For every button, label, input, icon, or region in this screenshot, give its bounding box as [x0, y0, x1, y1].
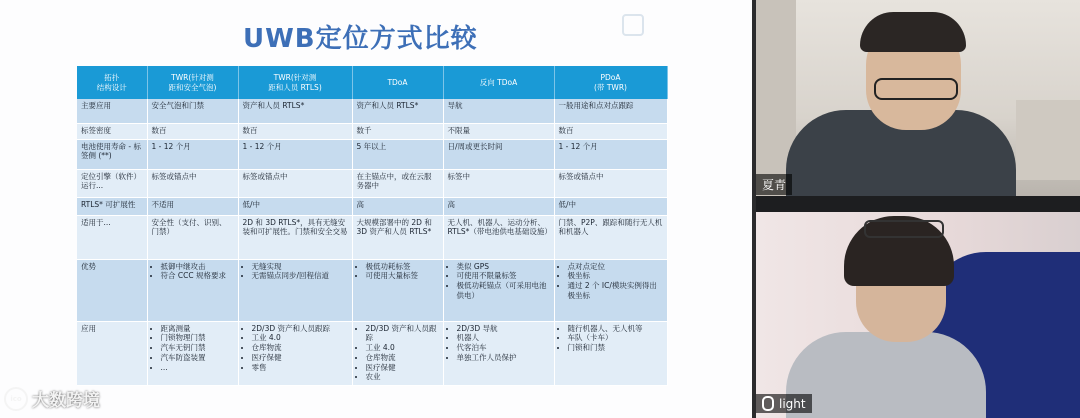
table-cell	[147, 321, 238, 385]
table-cell: 2D 和 3D RTLS*，具有无缝安装和可扩展性。门禁和安全交易	[238, 215, 352, 259]
header-cell: 反向 TDoA	[443, 66, 554, 99]
table-cell: 导航	[443, 99, 554, 123]
list-item: • 医疗保健	[366, 363, 439, 373]
list-item: • 汽车无钥门禁	[161, 343, 234, 353]
table-cell: 日/周或更长时间	[443, 139, 554, 169]
list-item: • 极低功耗锚点（可采用电池供电）	[457, 281, 550, 301]
list-item: • 车队（卡车）	[568, 333, 663, 343]
list-item: • 通过 2 个 IC/模块实例得出极坐标	[568, 281, 663, 301]
table-cell: 无人机、机器人、运动分析、RTLS*（带电池供电基础设施）	[443, 215, 554, 259]
table-cell: 数千	[352, 123, 443, 139]
table-cell	[147, 259, 238, 321]
participant-name-tag	[756, 174, 792, 195]
row-label: 应用	[77, 321, 147, 385]
table-cell: 标签或锚点中	[554, 169, 667, 197]
participant-avatar	[786, 332, 986, 418]
slide-logo	[622, 12, 712, 38]
glasses-icon	[874, 78, 958, 100]
table-cell: 安全气泡和门禁	[147, 99, 238, 123]
row-label: 电池使用寿命 - 标签侧 (**)	[77, 139, 147, 169]
header-cell: PDoA (带 TWR)	[554, 66, 667, 99]
header-cell: 拓扑 结构设计	[77, 66, 147, 99]
list-item: • 极低功耗标签	[366, 262, 439, 272]
table-cell: 5 年以上	[352, 139, 443, 169]
bullet-list	[243, 324, 348, 373]
table-cell: 1 - 12 个月	[238, 139, 352, 169]
participant-name: 夏青	[762, 178, 787, 192]
participant-video-2[interactable]	[756, 212, 1080, 418]
list-item: • 零售	[252, 363, 348, 373]
table-cell	[554, 259, 667, 321]
table-cell: 不限量	[443, 123, 554, 139]
list-item: • 工业 4.0	[252, 333, 348, 343]
table-row	[77, 169, 667, 197]
table-cell: 门禁、P2P、跟踪和随行无人机和机器人	[554, 215, 667, 259]
participant-name-tag	[756, 394, 812, 413]
list-item: • 医疗保健	[252, 353, 348, 363]
watermark	[4, 386, 100, 411]
table-cell: 标签或锚点中	[147, 169, 238, 197]
header-cell: TDoA	[352, 66, 443, 99]
table-row	[77, 215, 667, 259]
bullet-list	[448, 262, 550, 301]
list-item: • 距离测量	[161, 324, 234, 334]
table-cell: 资产和人员 RTLS*	[238, 99, 352, 123]
table-cell	[352, 321, 443, 385]
table-cell: 高	[352, 197, 443, 215]
list-item: • 极坐标	[568, 271, 663, 281]
table-row-applications	[77, 321, 667, 385]
table-cell: 安全性（支付、识别、门禁）	[147, 215, 238, 259]
list-item: • 抵御中继攻击	[161, 262, 234, 272]
list-item: • 仓库物流	[366, 353, 439, 363]
table-cell: 低/中	[554, 197, 667, 215]
list-item: • 门锁和门禁	[568, 343, 663, 353]
table-row-advantages	[77, 259, 667, 321]
table-cell: 1 - 12 个月	[147, 139, 238, 169]
table-cell: 在主锚点中，或在云服务器中	[352, 169, 443, 197]
list-item: • 点对点定位	[568, 262, 663, 272]
list-item: • 工业 4.0	[366, 343, 439, 353]
list-item: • 可使用不限量标签	[457, 271, 550, 281]
table-cell: 低/中	[238, 197, 352, 215]
participant-name: light	[779, 396, 806, 411]
participant-video-1[interactable]	[756, 0, 1080, 196]
header-cell: TWR(针对测 距和人员 RTLS)	[238, 66, 352, 99]
list-item: • 农业	[366, 372, 439, 382]
list-item: • 无需锚点同步/回程信道	[252, 271, 348, 281]
bullet-list	[357, 324, 439, 383]
row-label: 优势	[77, 259, 147, 321]
mic-icon[interactable]	[762, 396, 774, 411]
list-item: • 机器人	[457, 333, 550, 343]
table-cell	[443, 259, 554, 321]
comparison-table	[77, 66, 668, 386]
table-row	[77, 197, 667, 215]
list-item: • 2D/3D 资产和人员跟踪	[366, 324, 439, 344]
table-cell: 数百	[238, 123, 352, 139]
watermark-text: 大数跨境	[32, 391, 100, 411]
list-item: • 符合 CCC 规格要求	[161, 271, 234, 281]
table-cell	[554, 321, 667, 385]
list-item: • 随行机器人、无人机等	[568, 324, 663, 334]
list-item: • 可使用大量标签	[366, 271, 439, 281]
watermark-logo-icon: ico	[4, 387, 28, 411]
table-cell: 高	[443, 197, 554, 215]
table-row	[77, 99, 667, 123]
bullet-list	[559, 262, 663, 301]
table-cell: 数百	[147, 123, 238, 139]
row-label: RTLS* 可扩展性	[77, 197, 147, 215]
table-cell: 资产和人员 RTLS*	[352, 99, 443, 123]
row-label: 主要应用	[77, 99, 147, 123]
row-label: 适用于...	[77, 215, 147, 259]
bullet-list	[559, 324, 663, 353]
header-cell: TWR(针对测 距和安全气泡)	[147, 66, 238, 99]
list-item: • 仓库物流	[252, 343, 348, 353]
table-row	[77, 139, 667, 169]
table-cell	[238, 321, 352, 385]
list-item: • 2D/3D 资产和人员跟踪	[252, 324, 348, 334]
table-cell: 标签中	[443, 169, 554, 197]
table-header-row	[77, 66, 667, 99]
table-cell: 一般用途和点对点跟踪	[554, 99, 667, 123]
table-cell: 大规模部署中的 2D 和 3D 资产和人员 RTLS*	[352, 215, 443, 259]
list-item: • 无缝实现	[252, 262, 348, 272]
table-cell: 1 - 12 个月	[554, 139, 667, 169]
slide-title: UWB定位方式比较	[243, 24, 478, 54]
bullet-list	[243, 262, 348, 282]
glasses-icon	[864, 220, 944, 238]
table-cell	[443, 321, 554, 385]
logo-mark-icon	[622, 14, 644, 36]
table-cell: 数百	[554, 123, 667, 139]
table-cell: 标签或锚点中	[238, 169, 352, 197]
table-cell	[238, 259, 352, 321]
row-label: 标签密度	[77, 123, 147, 139]
bullet-list	[448, 324, 550, 363]
row-label: 定位引擎（软件）运行...	[77, 169, 147, 197]
bullet-list	[152, 324, 234, 373]
list-item: • 代客泊车	[457, 343, 550, 353]
list-item: • 门锁物理门禁	[161, 333, 234, 343]
table-cell	[352, 259, 443, 321]
list-item: • 类似 GPS	[457, 262, 550, 272]
list-item: • 单独工作人员保护	[457, 353, 550, 363]
bullet-list	[357, 262, 439, 282]
table-row	[77, 123, 667, 139]
list-item: • 汽车防盗装置	[161, 353, 234, 363]
tile-gap	[756, 196, 1080, 212]
list-item: • 2D/3D 导航	[457, 324, 550, 334]
table-cell: 不适用	[147, 197, 238, 215]
list-item: • ...	[161, 363, 234, 373]
bullet-list	[152, 262, 234, 282]
